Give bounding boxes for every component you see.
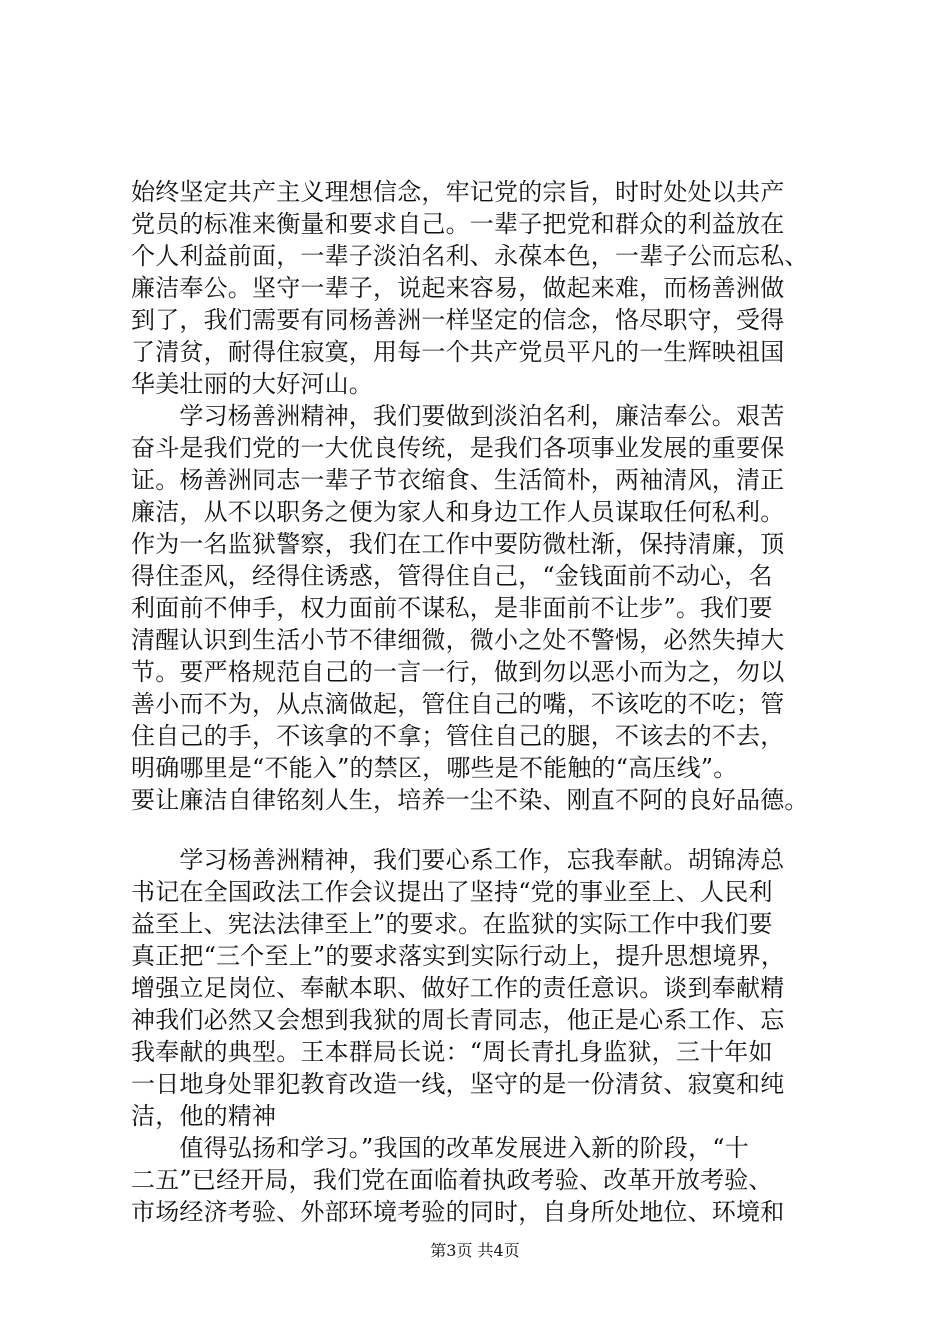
paragraph-start-line: 学习杨善洲精神，我们要做到淡泊名利，廉洁奉公。艰苦: [131, 402, 785, 430]
text-line: 廉洁，从不以职务之便为家人和身边工作人员谋取任何私利。: [131, 498, 785, 526]
text-line: 作为一名监狱警察，我们在工作中要防微杜渐，保持清廉，顶: [131, 530, 785, 558]
text-line: 华美壮丽的大好河山。: [131, 370, 373, 398]
text-line: 真正把“三个至上”的要求落实到实际行动上，提升思想境界，: [131, 942, 786, 970]
text-line: 市场经济考验、外部环境考验的同时，自身所处地位、环境和: [131, 1198, 785, 1226]
text-line: 到了，我们需要有同杨善洲一样坚定的信念，恪尽职守，受得: [131, 306, 785, 334]
text-line: 个人利益前面，一辈子淡泊名利、永葆本色，一辈子公而忘私、: [131, 242, 809, 270]
text-line: 得住歪风，经得住诱惑，管得住自己，“金钱面前不动心，名: [131, 562, 773, 590]
text-line: 洁，他的精神: [131, 1102, 277, 1130]
text-line: 书记在全国政法工作会议提出了坚持“党的事业至上、人民利: [131, 878, 773, 906]
text-line: 神我们必然又会想到我狱的周长青同志，他正是心系工作、忘: [131, 1006, 785, 1034]
text-line: 利面前不伸手，权力面前不谋私，是非面前不让步”。我们要: [131, 594, 773, 622]
text-line: 证。杨善洲同志一辈子节衣缩食、生活简朴，两袖清风，清正: [131, 466, 785, 494]
text-line: 明确哪里是“不能入”的禁区，哪些是不能触的“高压线”。: [131, 754, 738, 782]
text-line: 一日地身处罪犯教育改造一线，坚守的是一份清贫、寂寞和纯: [131, 1070, 785, 1098]
page-footer: 第3页 共4页: [430, 1241, 520, 1260]
text-line: 增强立足岗位、奉献本职、做好工作的责任意识。谈到奉献精: [131, 974, 785, 1002]
paragraph-start-line: 值得弘扬和学习。”我国的改革发展进入新的阶段，“十: [131, 1134, 749, 1162]
text-line: 始终坚定共产主义理想信念，牢记党的宗旨，时时处处以共产: [131, 178, 785, 206]
text-line: 要让廉洁自律铭刻人生，培养一尘不染、刚直不阿的良好品德。: [131, 786, 809, 814]
text-line: 廉洁奉公。坚守一辈子，说起来容易，做起来难，而杨善洲做: [131, 274, 785, 302]
text-line: 住自己的手，不该拿的不拿；管住自己的腿，不该去的不去，: [131, 722, 785, 750]
text-line: 善小而不为，从点滴做起，管住自己的嘴，不该吃的不吃；管: [131, 690, 785, 718]
text-line: 清醒认识到生活小节不律细微，微小之处不警惕，必然失掉大: [131, 626, 785, 654]
text-line: 节。要严格规范自己的一言一行，做到勿以恶小而为之，勿以: [131, 658, 785, 686]
text-line: 二五”已经开局，我们党在面临着执政考验、改革开放考验、: [131, 1166, 773, 1194]
text-line: 我奉献的典型。王本群局长说：“周长青扎身监狱，三十年如: [131, 1038, 773, 1066]
text-line: 了清贫，耐得住寂寞，用每一个共产党员平凡的一生辉映祖国: [131, 338, 785, 366]
text-line: 益至上、宪法法律至上”的要求。在监狱的实际工作中我们要: [131, 910, 773, 938]
text-line: 党员的标准来衡量和要求自己。一辈子把党和群众的利益放在: [131, 210, 785, 238]
paragraph-start-line: 学习杨善洲精神，我们要心系工作，忘我奉献。胡锦涛总: [131, 846, 785, 874]
text-line: 奋斗是我们党的一大优良传统，是我们各项事业发展的重要保: [131, 434, 785, 462]
